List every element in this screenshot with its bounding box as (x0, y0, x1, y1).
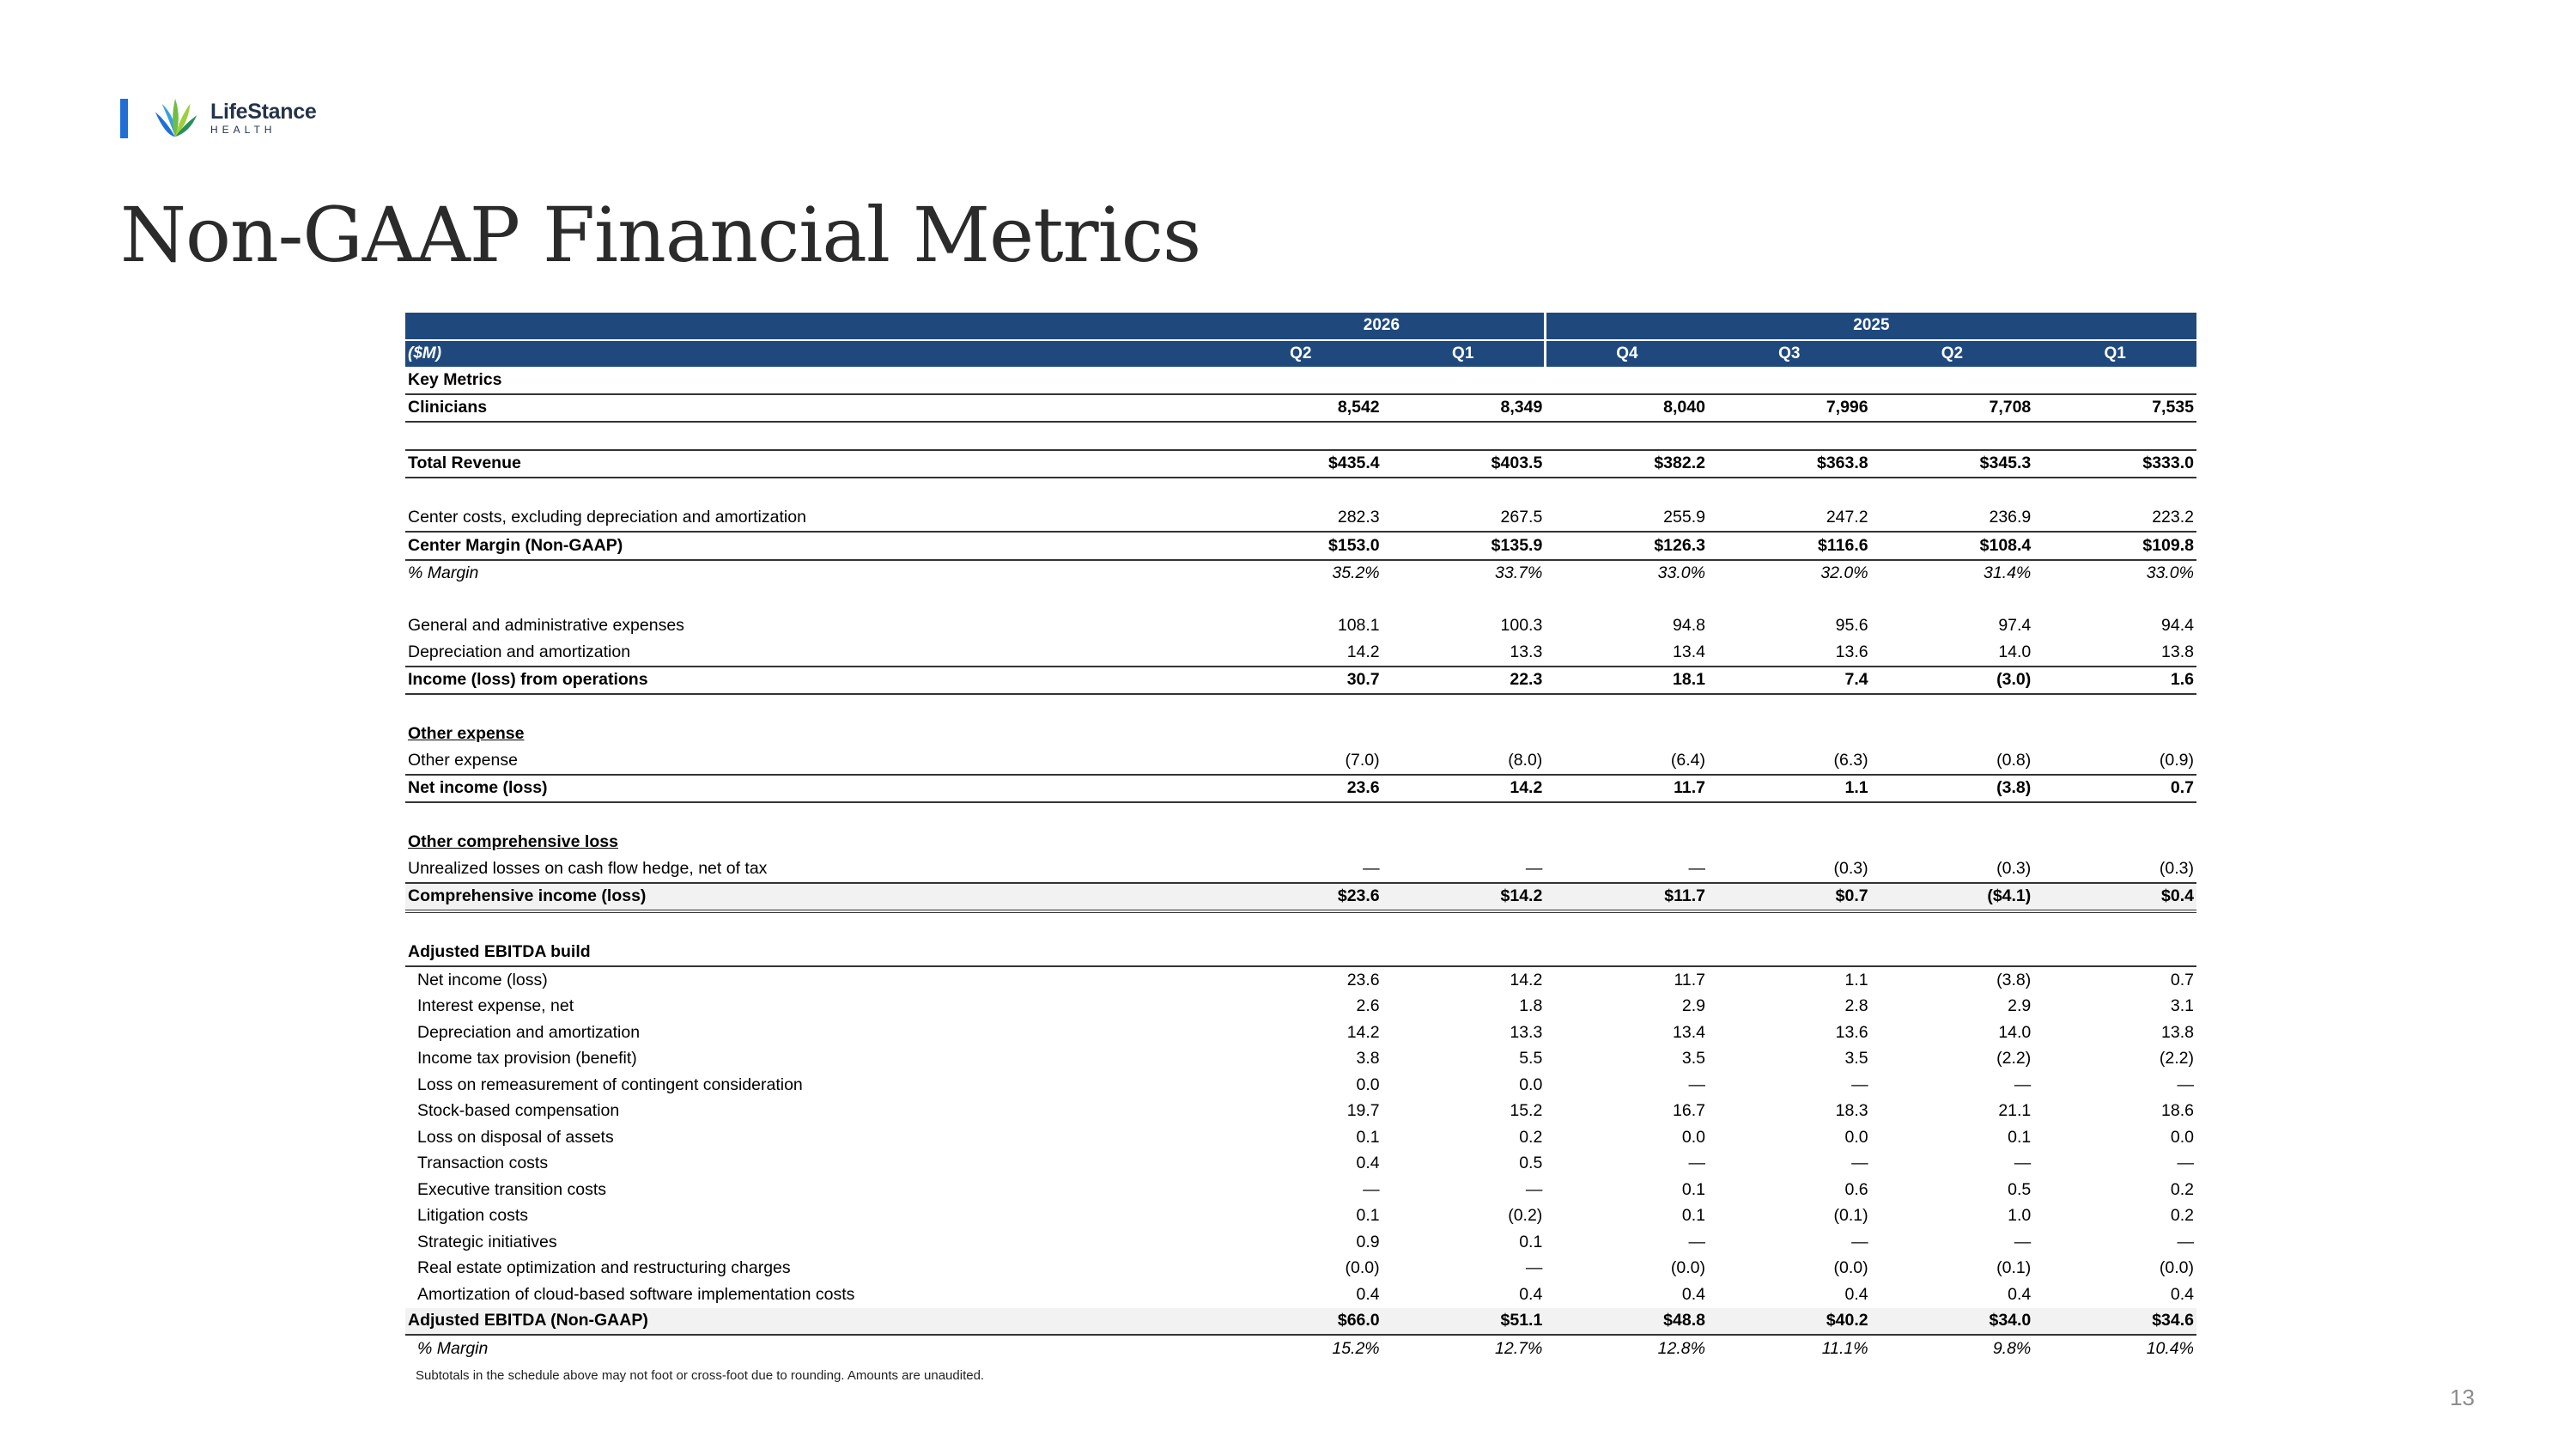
cell-value: 0.7 (2170, 970, 2194, 989)
cell-value: — (1688, 1075, 1705, 1094)
cell-value: — (1219, 855, 1382, 883)
cell-value: (0.0) (1670, 1258, 1705, 1278)
cell-value: 255.9 (1545, 505, 1708, 533)
cell-value: 9.8% (1992, 1338, 2032, 1358)
row-label: Depreciation and amortization (405, 639, 1219, 667)
table-row (405, 1124, 2196, 1151)
cell-value: 18.1 (1545, 667, 1708, 695)
cell-value: $40.2 (1708, 1308, 1871, 1336)
cell-value: $135.9 (1382, 532, 1546, 560)
cell-value: 0.2 (1519, 1127, 1543, 1147)
row-label: % Margin (408, 563, 479, 583)
cell-value: 14.0 (1871, 639, 2034, 667)
cell-value: 3.8 (1356, 1049, 1380, 1068)
cell-value: 7,708 (1871, 394, 2034, 423)
cell-value: 7.4 (1708, 667, 1871, 695)
cell-value: 0.0 (1519, 1075, 1543, 1094)
table-row (405, 1203, 2196, 1230)
cell-value: $345.3 (1871, 450, 2034, 478)
row-label: Stock-based compensation (417, 1101, 620, 1121)
cell-value: 0.9 (1356, 1232, 1380, 1251)
cell-value: 8,040 (1545, 394, 1708, 423)
quarter-header: Q2 (1219, 340, 1382, 368)
cell-value: — (1545, 855, 1708, 883)
row-label: Loss on remeasurement of contingent consideration (417, 1075, 803, 1094)
cell-value: 1.8 (1519, 996, 1543, 1016)
row-label: Income tax provision (benefit) (417, 1049, 637, 1068)
cell-value: $11.7 (1545, 883, 1708, 912)
cell-value: $34.6 (2033, 1308, 2196, 1336)
table-row (405, 994, 2196, 1020)
spacer-row (405, 587, 2196, 613)
cell-value: — (1688, 1232, 1705, 1251)
cell-value: $108.4 (1871, 532, 2034, 560)
cell-value: 8,349 (1382, 394, 1546, 423)
table-row (405, 855, 2196, 883)
cell-value: $435.4 (1219, 450, 1382, 478)
row-label: Net income (loss) (405, 775, 1219, 803)
cell-value: $14.2 (1382, 883, 1546, 912)
unit-label: ($M) (405, 340, 1219, 368)
cell-value: 1.1 (1844, 970, 1868, 989)
cell-value: 12.7% (1495, 1338, 1543, 1358)
page-title: Non-GAAP Financial Metrics (120, 191, 1201, 279)
cell-value: (8.0) (1382, 747, 1546, 775)
section-other-expense: Other expense (408, 724, 525, 744)
cell-value: 13.6 (1708, 639, 1871, 667)
cell-value: 13.4 (1545, 639, 1708, 667)
section-key-metrics: Key Metrics (405, 367, 2196, 394)
row-label: Transaction costs (417, 1154, 549, 1173)
row-label: Clinicians (405, 394, 1219, 423)
cell-value: — (2177, 1232, 2194, 1251)
row-label: % Margin (417, 1338, 489, 1358)
cell-value: ($4.1) (1871, 883, 2034, 912)
spacer-row (405, 422, 2196, 450)
row-label: Total Revenue (405, 450, 1219, 478)
row-label: Income (loss) from operations (405, 667, 1219, 695)
cell-value: — (1525, 1179, 1543, 1199)
cell-value: 14.0 (1998, 1022, 2032, 1042)
row-label: Center costs, excluding depreciation and amortization (405, 505, 1219, 533)
financial-metrics-table (405, 313, 2196, 1362)
cell-value: (0.8) (1871, 747, 2034, 775)
table-row (405, 966, 2196, 994)
table-row (405, 613, 2196, 640)
table-row (405, 1229, 2196, 1256)
cell-value: 0.6 (1844, 1179, 1868, 1199)
cell-value: 223.2 (2033, 505, 2196, 533)
row-label: General and administrative expenses (408, 616, 684, 636)
logo-subtitle: HEALTH (210, 124, 276, 136)
table-row (405, 747, 2196, 775)
cell-value: 23.6 (1219, 775, 1382, 803)
cell-value: — (1851, 1154, 1868, 1173)
cell-value: (0.9) (2033, 747, 2196, 775)
row-label: Strategic initiatives (417, 1232, 557, 1251)
cell-value: 13.3 (1382, 639, 1546, 667)
cell-value: $403.5 (1382, 450, 1546, 478)
row-label: Adjusted EBITDA (Non-GAAP) (405, 1308, 1219, 1336)
cell-value: (0.3) (2033, 855, 2196, 883)
cell-value: 236.9 (1871, 505, 2034, 533)
cell-value: 14.2 (1346, 1022, 1380, 1042)
cell-value: 0.1 (1356, 1206, 1380, 1226)
cell-value: — (2014, 1075, 2032, 1094)
table-row (405, 1046, 2196, 1073)
row-label: Other expense (405, 747, 1219, 775)
cell-value: 14.2 (1382, 775, 1546, 803)
cell-value: 13.8 (2033, 639, 2196, 667)
cell-value: 7,535 (2033, 394, 2196, 423)
cell-value: 33.0% (1657, 563, 1705, 583)
cell-value: 30.7 (1219, 667, 1382, 695)
cell-value: $109.8 (2033, 532, 2196, 560)
row-label: Interest expense, net (417, 996, 574, 1016)
cell-value: 33.0% (2146, 563, 2194, 583)
section-other-comprehensive-loss: Other comprehensive loss (408, 832, 618, 852)
row-label: Center Margin (Non-GAAP) (405, 532, 1219, 560)
table-row (405, 450, 2196, 478)
logo-accent-bar (120, 99, 128, 138)
spacer-row (405, 802, 2196, 830)
quarter-header: Q2 (1871, 340, 2034, 368)
cell-value: 0.2 (2170, 1179, 2194, 1199)
cell-value: 23.6 (1346, 970, 1380, 989)
company-logo (120, 94, 316, 143)
table-row (405, 1151, 2196, 1178)
cell-value: 0.5 (1519, 1154, 1543, 1173)
table-row (405, 505, 2196, 533)
cell-value: 0.4 (1844, 1284, 1868, 1304)
cell-value: $66.0 (1219, 1308, 1382, 1336)
cell-value: 0.1 (2008, 1127, 2032, 1147)
spacer-row (405, 694, 2196, 721)
cell-value: 35.2% (1332, 563, 1380, 583)
cell-value: 0.1 (1681, 1206, 1705, 1226)
cell-value: 2.8 (1844, 996, 1868, 1016)
cell-value: 2.6 (1356, 996, 1380, 1016)
cell-value: — (2014, 1232, 2032, 1251)
cell-value: 15.2% (1332, 1338, 1380, 1358)
cell-value: 16.7 (1673, 1101, 1705, 1121)
cell-value: 0.0 (1844, 1127, 1868, 1147)
lifestance-logo-icon (150, 94, 200, 143)
year-header-2025: 2025 (1545, 313, 2196, 340)
quarter-header: Q1 (1382, 340, 1546, 368)
cell-value: 32.0% (1820, 563, 1868, 583)
cell-value: 3.5 (1844, 1049, 1868, 1068)
cell-value: 94.4 (2161, 616, 2194, 636)
cell-value: (0.1) (1996, 1258, 2032, 1278)
cell-value: $153.0 (1219, 532, 1382, 560)
cell-value: — (1363, 1179, 1380, 1199)
cell-value: (0.2) (1508, 1206, 1543, 1226)
quarter-header: Q3 (1708, 340, 1871, 368)
cell-value: (2.2) (2159, 1049, 2194, 1068)
quarter-header: Q4 (1545, 340, 1708, 368)
cell-value: 95.6 (1835, 616, 1868, 636)
cell-value: 11.7 (1545, 775, 1708, 803)
cell-value: 94.8 (1673, 616, 1705, 636)
cell-value: 18.6 (2161, 1101, 2194, 1121)
section-header-row (405, 830, 2196, 856)
cell-value: 0.4 (1681, 1284, 1705, 1304)
cell-value: 0.4 (1356, 1284, 1380, 1304)
cell-value: (6.3) (1708, 747, 1871, 775)
cell-value: $382.2 (1545, 450, 1708, 478)
cell-value: 31.4% (1983, 563, 2032, 583)
cell-value: (3.8) (1871, 775, 2034, 803)
row-label: Net income (loss) (417, 970, 548, 989)
cell-value: 15.2 (1510, 1101, 1543, 1121)
year-header-blank (405, 313, 1219, 340)
cell-value: 0.7 (2033, 775, 2196, 803)
cell-value: 2.9 (1681, 996, 1705, 1016)
cell-value: 0.2 (2170, 1206, 2194, 1226)
table-row (405, 560, 2196, 588)
table-row (405, 394, 2196, 423)
cell-value: — (1851, 1075, 1868, 1094)
cell-value: $116.6 (1708, 532, 1871, 560)
section-adjusted-ebitda-build: Adjusted EBITDA build (405, 940, 2196, 967)
cell-value: (2.2) (1996, 1049, 2032, 1068)
cell-value: 0.0 (1356, 1075, 1380, 1094)
cell-value: 12.8% (1657, 1338, 1705, 1358)
row-label: Depreciation and amortization (417, 1022, 641, 1042)
quarter-header: Q1 (2033, 340, 2196, 368)
cell-value: 10.4% (2146, 1338, 2194, 1358)
cell-value: 8,542 (1219, 394, 1382, 423)
cell-value: 22.3 (1382, 667, 1546, 695)
row-label: Loss on disposal of assets (417, 1127, 614, 1147)
row-label: Unrealized losses on cash flow hedge, net of tax (405, 855, 1219, 883)
row-label: Amortization of cloud-based software implementation costs (417, 1284, 855, 1304)
cell-value: 1.0 (2008, 1206, 2032, 1226)
section-header-row (405, 367, 2196, 394)
cell-value: 0.4 (1519, 1284, 1543, 1304)
cell-value: 108.1 (1337, 616, 1380, 636)
cell-value: 0.4 (2170, 1284, 2194, 1304)
table-row (405, 1308, 2196, 1336)
cell-value: 21.1 (1998, 1101, 2032, 1121)
cell-value: 11.7 (1674, 970, 1705, 989)
cell-value: $34.0 (1871, 1308, 2034, 1336)
logo-name: LifeStance (210, 100, 317, 124)
cell-value: 0.5 (2008, 1179, 2032, 1199)
table-row (405, 532, 2196, 560)
cell-value: 0.0 (1681, 1127, 1705, 1147)
cell-value: 14.2 (1510, 970, 1543, 989)
row-label: Executive transition costs (417, 1179, 607, 1199)
cell-value: 0.4 (1356, 1154, 1380, 1173)
cell-value: 3.1 (2170, 996, 2194, 1016)
cell-value: 13.4 (1673, 1022, 1705, 1042)
cell-value: $126.3 (1545, 532, 1708, 560)
cell-value: (6.4) (1545, 747, 1708, 775)
cell-value: 0.1 (1681, 1179, 1705, 1199)
cell-value: $363.8 (1708, 450, 1871, 478)
cell-value: $23.6 (1219, 883, 1382, 912)
cell-value: (0.3) (1708, 855, 1871, 883)
cell-value: (3.0) (1871, 667, 2034, 695)
cell-value: — (1525, 1258, 1543, 1278)
cell-value: 1.6 (2033, 667, 2196, 695)
cell-value: $48.8 (1545, 1308, 1708, 1336)
table-row (405, 1020, 2196, 1046)
cell-value: $0.7 (1708, 883, 1871, 912)
cell-value: 14.2 (1219, 639, 1382, 667)
cell-value: 19.7 (1346, 1101, 1380, 1121)
cell-value: 247.2 (1708, 505, 1871, 533)
cell-value: — (2014, 1154, 2032, 1173)
cell-value: (0.1) (1833, 1206, 1868, 1226)
table-row (405, 883, 2196, 912)
table-row (405, 667, 2196, 695)
quarter-header-row (405, 340, 2196, 368)
cell-value: 3.5 (1681, 1049, 1705, 1068)
cell-value: 282.3 (1219, 505, 1382, 533)
table-row (405, 1282, 2196, 1308)
year-header-2026: 2026 (1219, 313, 1545, 340)
cell-value: 1.1 (1708, 775, 1871, 803)
year-header-row (405, 313, 2196, 340)
cell-value: (7.0) (1219, 747, 1382, 775)
cell-value: 2.9 (2008, 996, 2032, 1016)
cell-value: 33.7% (1495, 563, 1543, 583)
cell-value: 267.5 (1382, 505, 1546, 533)
table-row (405, 1099, 2196, 1125)
spacer-row (405, 911, 2196, 940)
cell-value: 11.1% (1821, 1338, 1868, 1358)
cell-value: (3.8) (1996, 970, 2032, 989)
cell-value: 0.1 (1519, 1232, 1543, 1251)
table-row (405, 1256, 2196, 1282)
cell-value: 97.4 (1998, 616, 2032, 636)
cell-value: 13.3 (1510, 1022, 1543, 1042)
table-row (405, 1335, 2196, 1362)
cell-value: — (1688, 1154, 1705, 1173)
cell-value: — (2177, 1154, 2194, 1173)
row-label: Comprehensive income (loss) (405, 883, 1219, 912)
section-header-row (405, 721, 2196, 748)
footnote: Subtotals in the schedule above may not foot or cross-foot due to rounding. Amounts are unaudited. (416, 1368, 985, 1383)
cell-value: 7,996 (1708, 394, 1871, 423)
cell-value: $51.1 (1382, 1308, 1546, 1336)
table-row (405, 775, 2196, 803)
cell-value: (0.0) (2159, 1258, 2194, 1278)
cell-value: 0.4 (2008, 1284, 2032, 1304)
page-number: 13 (2450, 1385, 2475, 1410)
spacer-row (405, 478, 2196, 505)
table-row (405, 1177, 2196, 1203)
cell-value: 5.5 (1519, 1049, 1543, 1068)
cell-value: 0.1 (1356, 1127, 1380, 1147)
cell-value: — (1851, 1232, 1868, 1251)
row-label: Litigation costs (417, 1206, 528, 1226)
row-label: Real estate optimization and restructuring charges (417, 1258, 791, 1278)
table-row (405, 639, 2196, 667)
cell-value: — (2177, 1075, 2194, 1094)
cell-value: — (1382, 855, 1546, 883)
cell-value: 100.3 (1500, 616, 1543, 636)
cell-value: (0.0) (1345, 1258, 1380, 1278)
cell-value: (0.3) (1871, 855, 2034, 883)
cell-value: 18.3 (1835, 1101, 1868, 1121)
cell-value: 13.6 (1835, 1022, 1868, 1042)
cell-value: (0.0) (1833, 1258, 1868, 1278)
cell-value: $0.4 (2033, 883, 2196, 912)
cell-value: $333.0 (2033, 450, 2196, 478)
cell-value: 13.8 (2161, 1022, 2194, 1042)
cell-value: 0.0 (2170, 1127, 2194, 1147)
table-row (405, 1072, 2196, 1099)
section-header-row (405, 940, 2196, 967)
